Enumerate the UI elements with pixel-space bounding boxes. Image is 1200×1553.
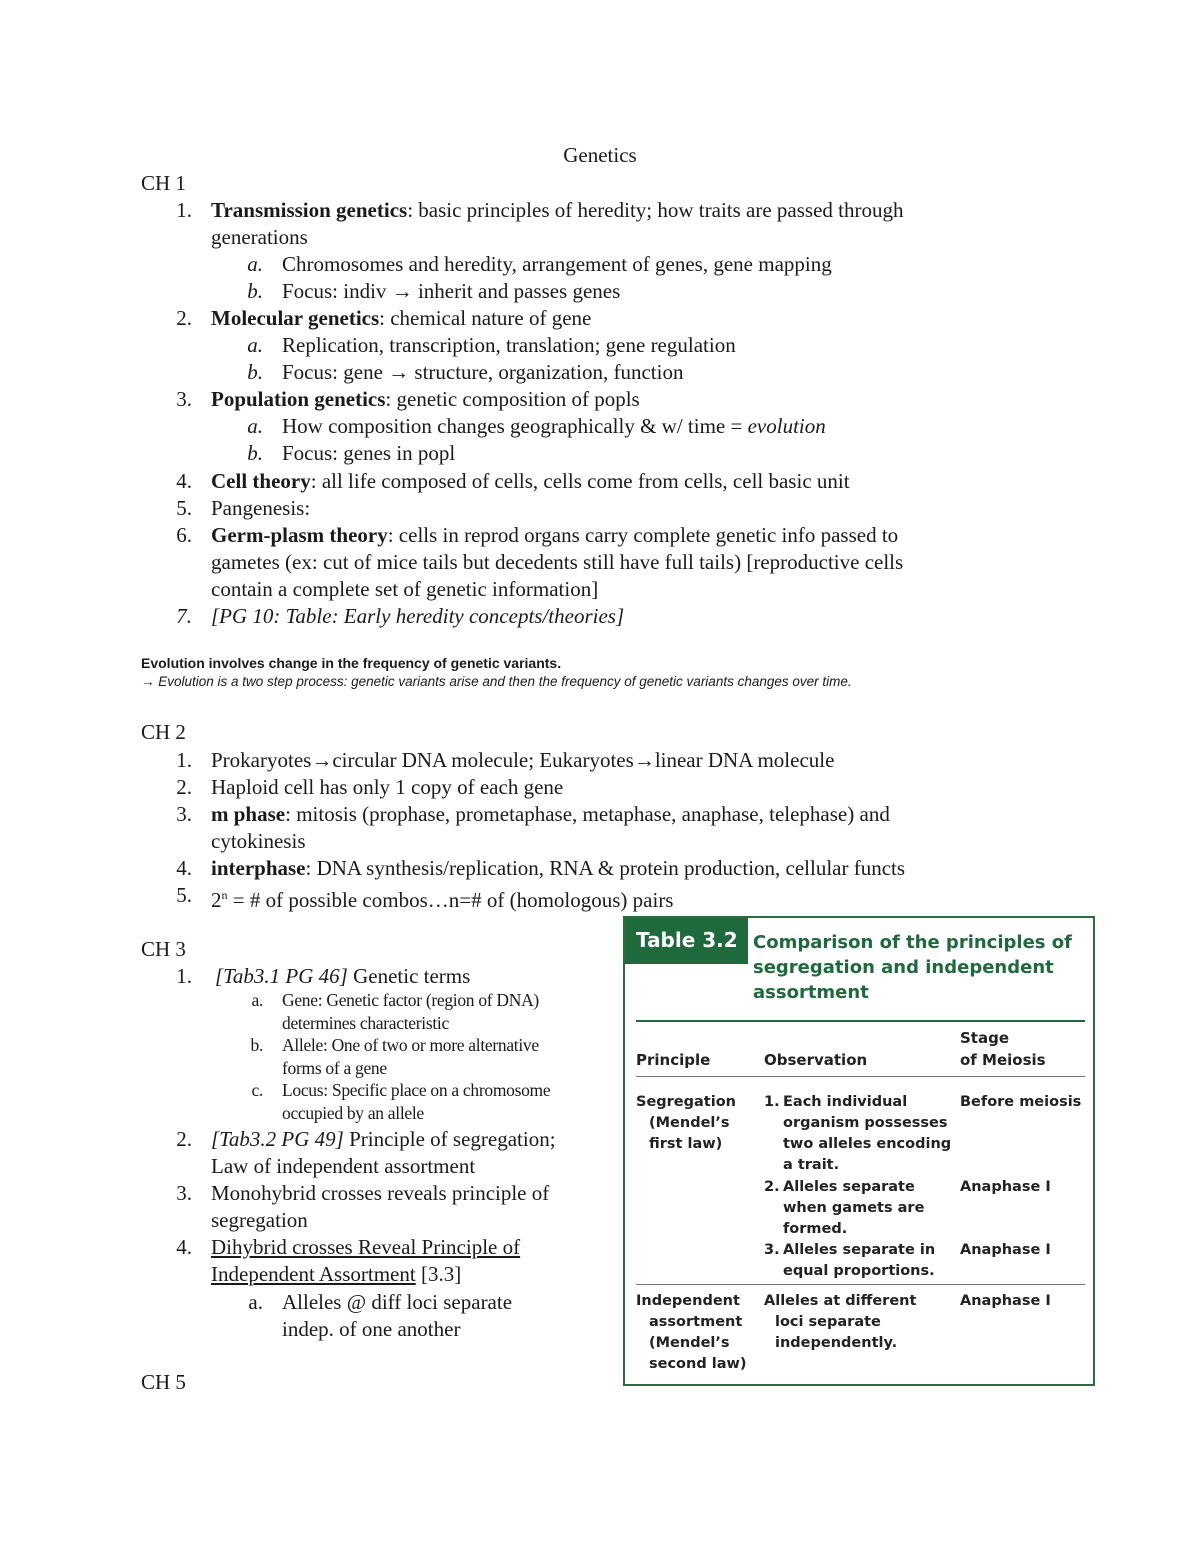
observation-2: 2. Alleles separate when gamets are formed. [764,1179,925,1237]
table-header-rule [636,1076,1085,1077]
table-top-rule [636,1020,1085,1022]
arrow-icon: → [311,748,333,772]
ch3-item-2-cont: Law of independent assortment [211,1154,476,1178]
table-3-2-figure [623,916,1095,1386]
ch3-item-1b-cont: forms of a gene [282,1058,387,1078]
document-page: Genetics CH 1 1. Transmission genetics: basic principles of heredity; how traits are passed through generations a. Chromosomes and heredity, arrangement of genes, gene mapping b. Focus: indiv → inherit and passes genes 2. Molecular genetics: chemical nature of gene a. Replication, transcription, translation; gene regulation b. Focus: gene → structure, organization, function 3. Population genetics: genetic composition of popls a. How composition changes geographically & w/ time = evolution b. Focus: genes in popl 4. Cell theory: all life composed of cells, cells come from cells, cell basic unit 5. Pangenesis: 6. Germ-plasm theory: cells in reprod organs carry complete genetic info passed to gametes (ex: cut of mice tails but decedents still have full tails) [reproductive cells contain a complete set of genetic information] 7. [PG 10: Table: Early heredity concepts/theories] Evolution involves change in the frequency of genetic variants. → Evolution is a two step process: genetic variants arise and then the frequency of genetic variants changes over time. CH 2 1. Prokaryotes→circular DNA molecule; Eukaryotes→linear DNA molecule 2. Haploid cell has only 1 copy of each gene 3. m phase: mitosis (prophase, prometaphase, metaphase, anaphase, telephase) and cytokinesis 4. interphase: DNA synthesis/replication, RNA & protein production, cellular functs 5. $2^n$ = # of possible combos…n=# of (homologous) pairs CH 3 1. [Tab3.1 PG 46] Genetic terms a. Gene: Genetic factor (region of DNA) determines characteristic b. Allele: One of two or more alternative forms of a gene c. Locus: Specific place on a chromosome occupied by an allele 2. [Tab3.2 PG 49] Principle of segregation; Law of independent assortment 3. Monohybrid crosses reveals principle of segregation 4. Dihybrid crosses Reveal Principle of Independent Assortment [3.3] a. Alleles @ diff loci separate indep. of one another CH 5 Table 3.2 Comparison of the principles of segregation and independent assortment Stage Principle Observation of Meiosis Segregation (Mendel’s first law) 1. Each individual organism possesses two alleles encoding a trait. Before meiosis 2. Alleles separate when gamets are formed. Anaphase I 3. Alleles separate in equal proportions. Anaphase I Independent assortment (Mendel’s second law) Alleles at different loci separate independently. Anaphase I [0,0,1200,1553]
page-title: Genetics [563,143,637,167]
ch3-item-3-cont: segregation [211,1208,308,1232]
ch1-item-6-cont1: gametes (ex: cut of mice tails but decedents still have full tails) [reproductive cells [211,550,904,574]
header-principle: Principle [636,1051,711,1069]
ch2-item-3-cont: cytokinesis [211,829,306,853]
row-segregation-principle: Segregation (Mendel’s first law) [636,1094,736,1152]
header-stage: Stage [960,1029,1010,1047]
stage-1: Before meiosis [960,1094,1082,1110]
table-row-rule [636,1284,1085,1285]
arrow-icon: → [388,360,410,384]
evolution-note-detail: → Evolution is a two step process: genetic variants arise and then the frequency of genetic variants changes over time. [141,674,852,689]
arrow-icon: → [633,748,655,772]
chapter-heading-2: CH 2 [141,720,186,744]
ch3-item-4a-cont: indep. of one another [282,1317,461,1341]
ch1-item-6-cont2: contain a complete set of genetic information] [211,577,599,601]
observation-independent: Alleles at different loci separate independently. [764,1293,917,1351]
chapter-heading-3: CH 3 [141,937,186,961]
ch3-item-4-cont: Independent Assortment [3.3] [211,1262,462,1286]
arrow-icon: → [391,279,413,303]
table-label: Table 3.2 [625,918,748,964]
row-independent-principle: Independent assortment (Mendel’s second law) [636,1293,747,1372]
stage-3: Anaphase I [960,1242,1051,1258]
header-observation: Observation [764,1051,868,1069]
stage-2: Anaphase I [960,1179,1051,1195]
evolution-note-title: Evolution involves change in the frequency of genetic variants. [141,655,562,671]
table-caption: Comparison of the principles of segregation and independent assortment [753,932,1072,1003]
ch3-item-1c-cont: occupied by an allele [282,1103,424,1123]
observation-3: 3. Alleles separate in equal proportions. [764,1242,936,1279]
header-of-meiosis: of Meiosis [960,1051,1046,1069]
chapter-heading-5: CH 5 [141,1370,186,1394]
chapter-heading-1: CH 1 [141,171,186,195]
ch3-item-1a-cont: determines characteristic [282,1013,449,1033]
ch1-item-1-cont: generations [211,225,308,249]
stage-independent: Anaphase I [960,1293,1051,1309]
observation-1: 1. Each individual organism possesses two alleles encoding a trait. [764,1094,952,1173]
